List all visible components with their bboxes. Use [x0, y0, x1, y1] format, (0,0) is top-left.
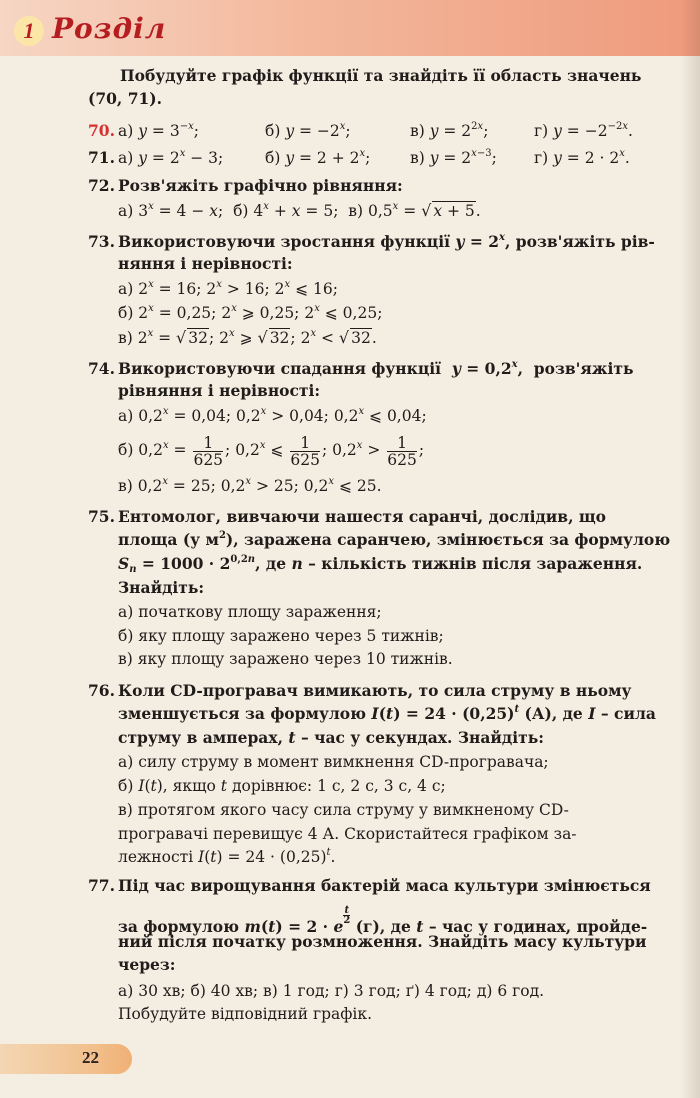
- page-number: 22: [82, 1048, 99, 1067]
- problem-76-c-3: лежності $I(t) = 24 \cdot (0,25)^t$.: [118, 847, 336, 866]
- problem-72-items: а) $3^x = 4 - x$; б) $4^x + x = 5$; в) $0,5^x$ = √ x + 5.: [118, 201, 481, 220]
- problem-77-number: 77.: [88, 876, 115, 895]
- problem-71-c: в) $y = 2^{x-3}$;: [410, 148, 497, 167]
- problem-76-c-2: програвачі перевищує 4 А. Скористайтеся графіком за-: [118, 825, 577, 843]
- problem-75-line-2: площа (у $м^2$), заражена саранчею, змінюється за формулою: [118, 530, 671, 549]
- page-number-tab: [0, 1044, 132, 1074]
- problem-72-title: Розв'яжіть графічно рівняння:: [118, 176, 403, 195]
- problem-76-b: б) I(t), якщо t дорівнює: 1 с, 2 с, 3 с, 4 с;: [118, 777, 446, 795]
- problem-77-last: Побудуйте відповідний графік.: [118, 1005, 372, 1023]
- problem-73-b: б) $2^x = 0,25$; 2$^x$ ⩾ 0,25; 2$^x$ ⩽ 0,25;: [118, 303, 383, 322]
- problem-70-b: б) $y = -2^x$;: [265, 121, 351, 140]
- problem-74-title-1: Використовуючи спадання функції $y = 0,2^x$, розв'яжіть: [118, 359, 634, 378]
- problem-73-title-1: Використовуючи зростання функції $y = 2^x$, розв'яжіть рів-: [118, 232, 655, 251]
- problem-75-line-3: $S_n = 1000 \cdot 2^{0,2n}$, де n – кількість тижнів після зараження.: [118, 554, 643, 575]
- problem-77-items: а) 30 хв; б) 40 хв; в) 1 год; г) 3 год; ґ) 4 год; д) 6 год.: [118, 982, 545, 1000]
- problem-74-b: б) $0,2^x$ = $\frac{1}{625}$ ; 0,2$^x$ ⩽ $\frac{1}{625}$ ; $0,2^x$ > $\frac{1}{625}$ ;: [118, 433, 425, 469]
- problem-72-number: 72.: [88, 176, 115, 195]
- problem-76-line-3: струму в амперах, t – час у секундах. Знайдіть:: [118, 728, 544, 747]
- problem-75-a: а) початкову площу зараження;: [118, 603, 382, 621]
- problem-73-a: а) $2^x = 16$; $2^x > 16$; 2$^x$ ⩽ 16;: [118, 279, 338, 298]
- problem-71-d: г) $y = 2 \cdot 2^x$.: [534, 148, 630, 167]
- problem-73-number: 73.: [88, 232, 115, 251]
- problem-74-a: а) $0,2^x = 0,04$; $0,2^x > 0,04$; 0,2$^x$ ⩽ 0,04;: [118, 406, 427, 425]
- problem-71-b: б) $y = 2 + 2^x$;: [265, 148, 371, 167]
- problem-71-a: а) $y = 2^x - 3$;: [118, 148, 224, 167]
- problem-77-line-3: ний після початку розмноження. Знайдіть масу культури: [118, 932, 647, 951]
- problem-75-number: 75.: [88, 507, 115, 526]
- problem-70-number: 70.: [88, 121, 115, 140]
- problem-76-line-2: зменшується за формулою $I(t) = 24 \cdot (0,25)^t$ (А), де I – сила: [118, 704, 656, 723]
- intro-line-2: (70, 71).: [88, 89, 162, 108]
- problem-71-number: 71.: [88, 148, 115, 167]
- chapter-number-badge: 1: [14, 16, 44, 46]
- problem-74-title-2: рівняння і нерівності:: [118, 381, 321, 400]
- problem-77-line-4: через:: [118, 955, 176, 974]
- problem-75-b: б) яку площу заражено через 5 тижнів;: [118, 627, 444, 645]
- intro-line-1: Побудуйте графік функції та знайдіть її область значень: [120, 66, 642, 85]
- problem-73-c: в) $2^x$ = √ 32; 2$^x$ ⩾ √ 32; $2^x$ < √ 32.: [118, 328, 377, 347]
- problem-70-a: а) $y = 3^{-x}$;: [118, 121, 199, 140]
- problem-75-c: в) яку площу заражено через 10 тижнів.: [118, 650, 453, 668]
- problem-76-number: 76.: [88, 681, 115, 700]
- problem-76-a: а) силу струму в момент вимкнення CD-програвача;: [118, 753, 549, 771]
- problem-70-d: г) $y = -2^{-2x}$.: [534, 121, 633, 140]
- chapter-title: Розділ: [52, 12, 167, 45]
- problem-77-line-1: Під час вирощування бактерій маса культури змінюється: [118, 876, 651, 895]
- page-edge-shadow: [680, 0, 700, 1098]
- problem-74-number: 74.: [88, 359, 115, 378]
- problem-74-c: в) $0,2^x = 25$; $0,2^x > 25$; 0,2$^x$ ⩽ 25.: [118, 476, 382, 495]
- problem-75-line-1: Ентомолог, вивчаючи нашестя саранчі, дослідив, що: [118, 507, 606, 526]
- problem-70-c: в) $y = 2^{2x}$;: [410, 121, 489, 140]
- problem-75-line-4: Знайдіть:: [118, 578, 205, 597]
- problem-77-line-2: за формулою m(t) = 2 · e $^{\frac{t}{2}}$ (г), де t – час у годинах, пройде-: [118, 905, 648, 936]
- problem-73-title-2: няння і нерівності:: [118, 254, 293, 273]
- problem-76-c-1: в) протягом якого часу сила струму у вимкненому CD-: [118, 801, 569, 819]
- problem-76-line-1: Коли CD-програвач вимикають, то сила струму в ньому: [118, 681, 632, 700]
